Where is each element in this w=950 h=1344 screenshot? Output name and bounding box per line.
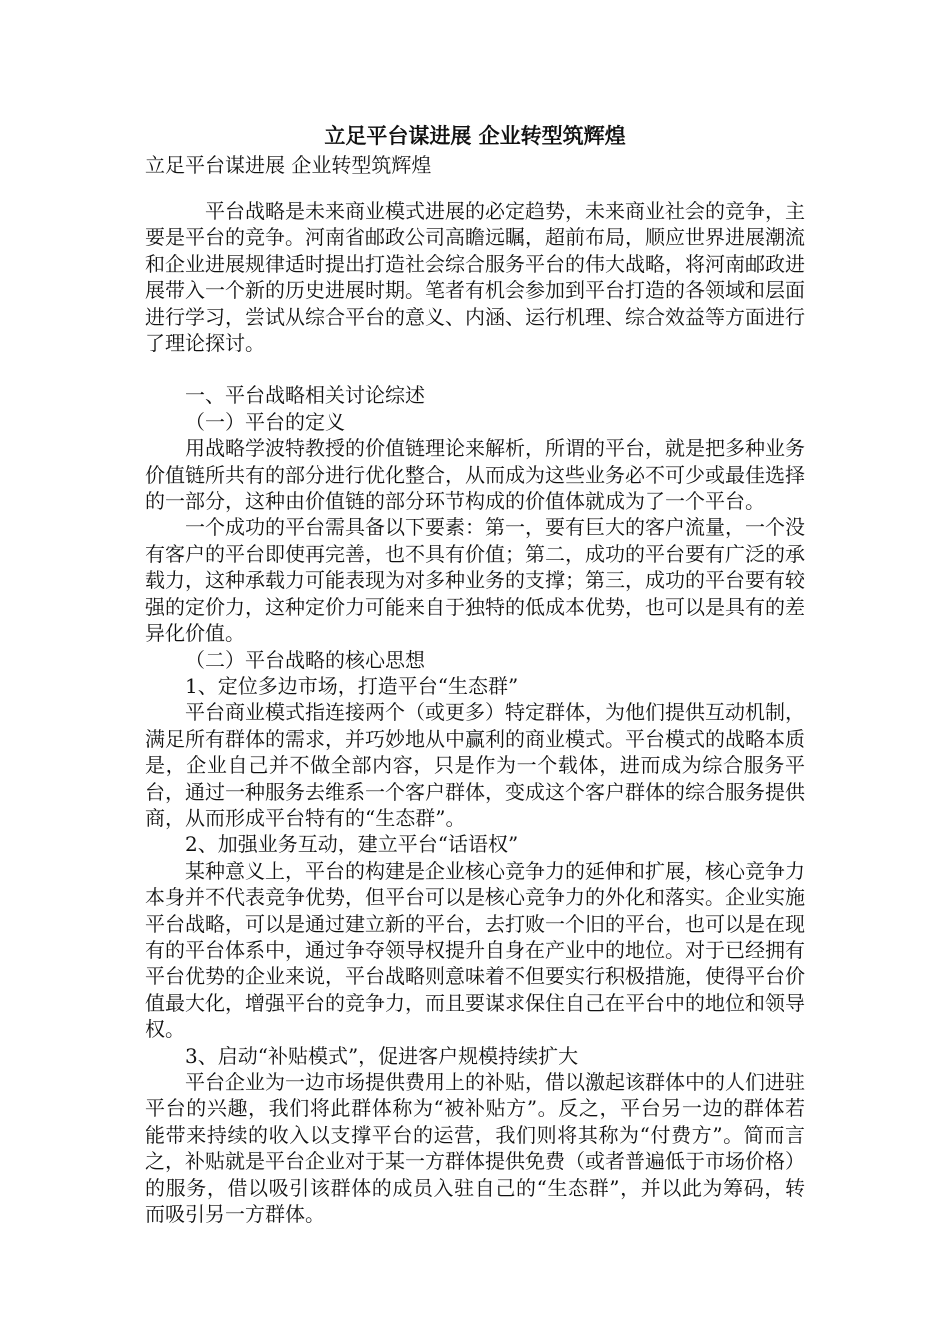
point-heading: 1、定位多边市场，打造平台“生态群”	[185, 673, 519, 698]
point-heading: 2、加强业务互动，建立平台“话语权”	[185, 832, 519, 857]
document-body	[145, 198, 805, 1227]
paragraph: 一个成功的平台需具备以下要素：第一，要有巨大的客户流量，一个没有客户的平台即使再完善，也不具有价值；第二，成功的平台要有广泛的承载力，这种承载力可能表现为对多种业务的支撑；第三，成功的平台要有较强的定价力，这种定价力可能来自于独特的低成本优势，也可以是具有的差异化价值。	[145, 515, 805, 646]
paragraph: 某种意义上，平台的构建是企业核心竞争力的延伸和扩展，核心竞争力本身并不代表竞争优势，但平台可以是核心竞争力的外化和落实。企业实施平台战略，可以是通过建立新的平台，去打败一个旧的平台，也可以是在现有的平台体系中，通过争夺领导权提升自身在产业中的地位。对于已经拥有平台优势的企业来说，平台战略则意味着不但要实行积极措施，使得平台价值最大化，增强平台的竞争力，而且要谋求保住自己在平台中的地位和领导权。	[145, 858, 805, 1042]
intro-paragraph: 平台战略是未来商业模式进展的必定趋势，未来商业社会的竞争，主要是平台的竞争。河南省邮政公司高瞻远瞩，超前布局，顺应世界进展潮流和企业进展规律适时提出打造社会综合服务平台的伟大战略，将河南邮政进展带入一个新的历史进展时期。笔者有机会参加到平台打造的各领域和层面进行学习，尝试从综合平台的意义、内涵、运行机理、综合效益等方面进行了理论探讨。	[145, 199, 805, 356]
paragraph: 平台商业模式指连接两个（或更多）特定群体，为他们提供互动机制，满足所有群体的需求，并巧妙地从中赢利的商业模式。平台模式的战略本质是，企业自己并不做全部内容，只是作为一个载体，进而成为综合服务平台，通过一种服务去维系一个客户群体，变成这个客户群体的综合服务提供商，从而形成平台特有的“生态群”。	[145, 700, 805, 830]
point-heading: 3、启动“补贴模式”，促进客户规模持续扩大	[185, 1043, 579, 1068]
document-title: 立足平台谋进展 企业转型筑辉煌	[324, 123, 626, 148]
subsection-heading: （一）平台的定义	[185, 409, 345, 434]
paragraph: 平台企业为一边市场提供费用上的补贴，借以激起该群体中的人们进驻平台的兴趣，我们将此群体称为“被补贴方”。反之，平台另一边的群体若能带来持续的收入以支撑平台的运营，我们则将其称为“付费方”。简而言之，补贴就是平台企业对于某一方群体提供免费（或者普遍低于市场价格）的服务，借以吸引该群体的成员入驻自己的“生态群”，并以此为筹码，转而吸引另一方群体。	[145, 1070, 805, 1227]
section-heading: 一、平台战略相关讨论综述	[185, 383, 425, 408]
document-subtitle: 立足平台谋进展 企业转型筑辉煌	[145, 153, 432, 177]
subsection-heading: （二）平台战略的核心思想	[185, 647, 425, 672]
paragraph: 用战略学波特教授的价值链理论来解析，所谓的平台，就是把多种业务价值链所共有的部分进行优化整合，从而成为这些业务必不可少或最佳选择的一部分，这种由价值链的部分环节构成的价值体就成为了一个平台。	[145, 436, 805, 514]
paragraph-gap	[145, 356, 805, 382]
